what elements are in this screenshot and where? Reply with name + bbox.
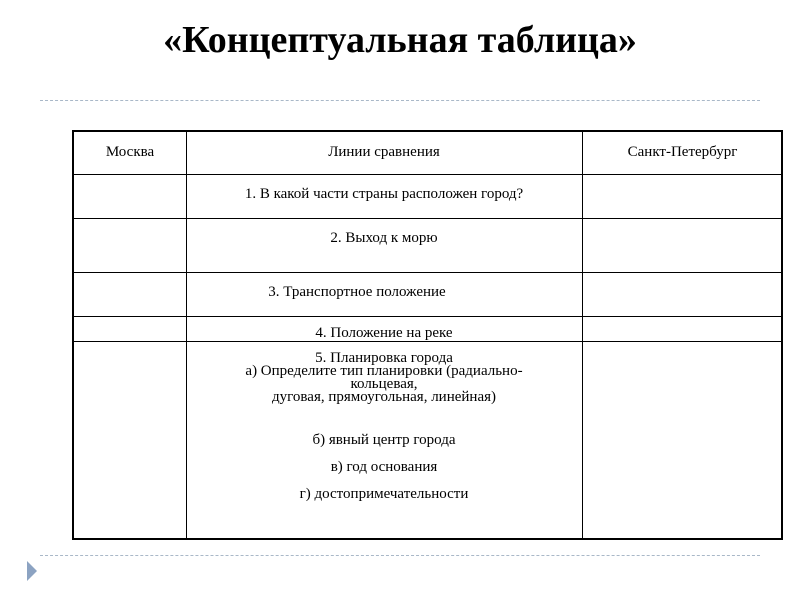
top-divider [40,100,760,101]
row-divider [74,316,781,317]
row-5-a-line1: а) Определите тип планировки (радиально- [245,363,523,379]
row-1-criterion: 1. В какой части страны расположен город? [244,186,524,202]
row-divider [74,272,781,273]
column-divider [582,132,583,538]
slide-title: «Концептуальная таблица» [163,19,637,61]
row-divider [74,341,781,342]
row-5-g: г) достопримечательности [299,486,469,502]
row-4-criterion: 4. Положение на реке [315,325,453,341]
row-5-a-line3: дуговая, прямоугольная, линейная) [272,389,496,405]
row-5-b: б) явный центр города [312,432,456,448]
row-5-criterion [186,352,582,404]
header-moscow: Москва [105,144,155,160]
header-spb: Санкт-Петербург [627,144,738,160]
bottom-divider [40,555,760,556]
row-2-criterion: 2. Выход к морю [330,230,438,246]
row-3-criterion: 3. Транспортное положение [268,284,446,300]
triangle-bullet-icon [27,561,37,581]
concept-table [72,130,783,540]
row-5-heading: 5. Планировка города [315,350,453,366]
row-divider [74,218,781,219]
row-5-v: в) год основания [330,459,438,475]
header-comparison: Линии сравнения [328,144,440,160]
row-5-a-line2: кольцевая, [350,376,418,392]
row-divider [74,174,781,175]
